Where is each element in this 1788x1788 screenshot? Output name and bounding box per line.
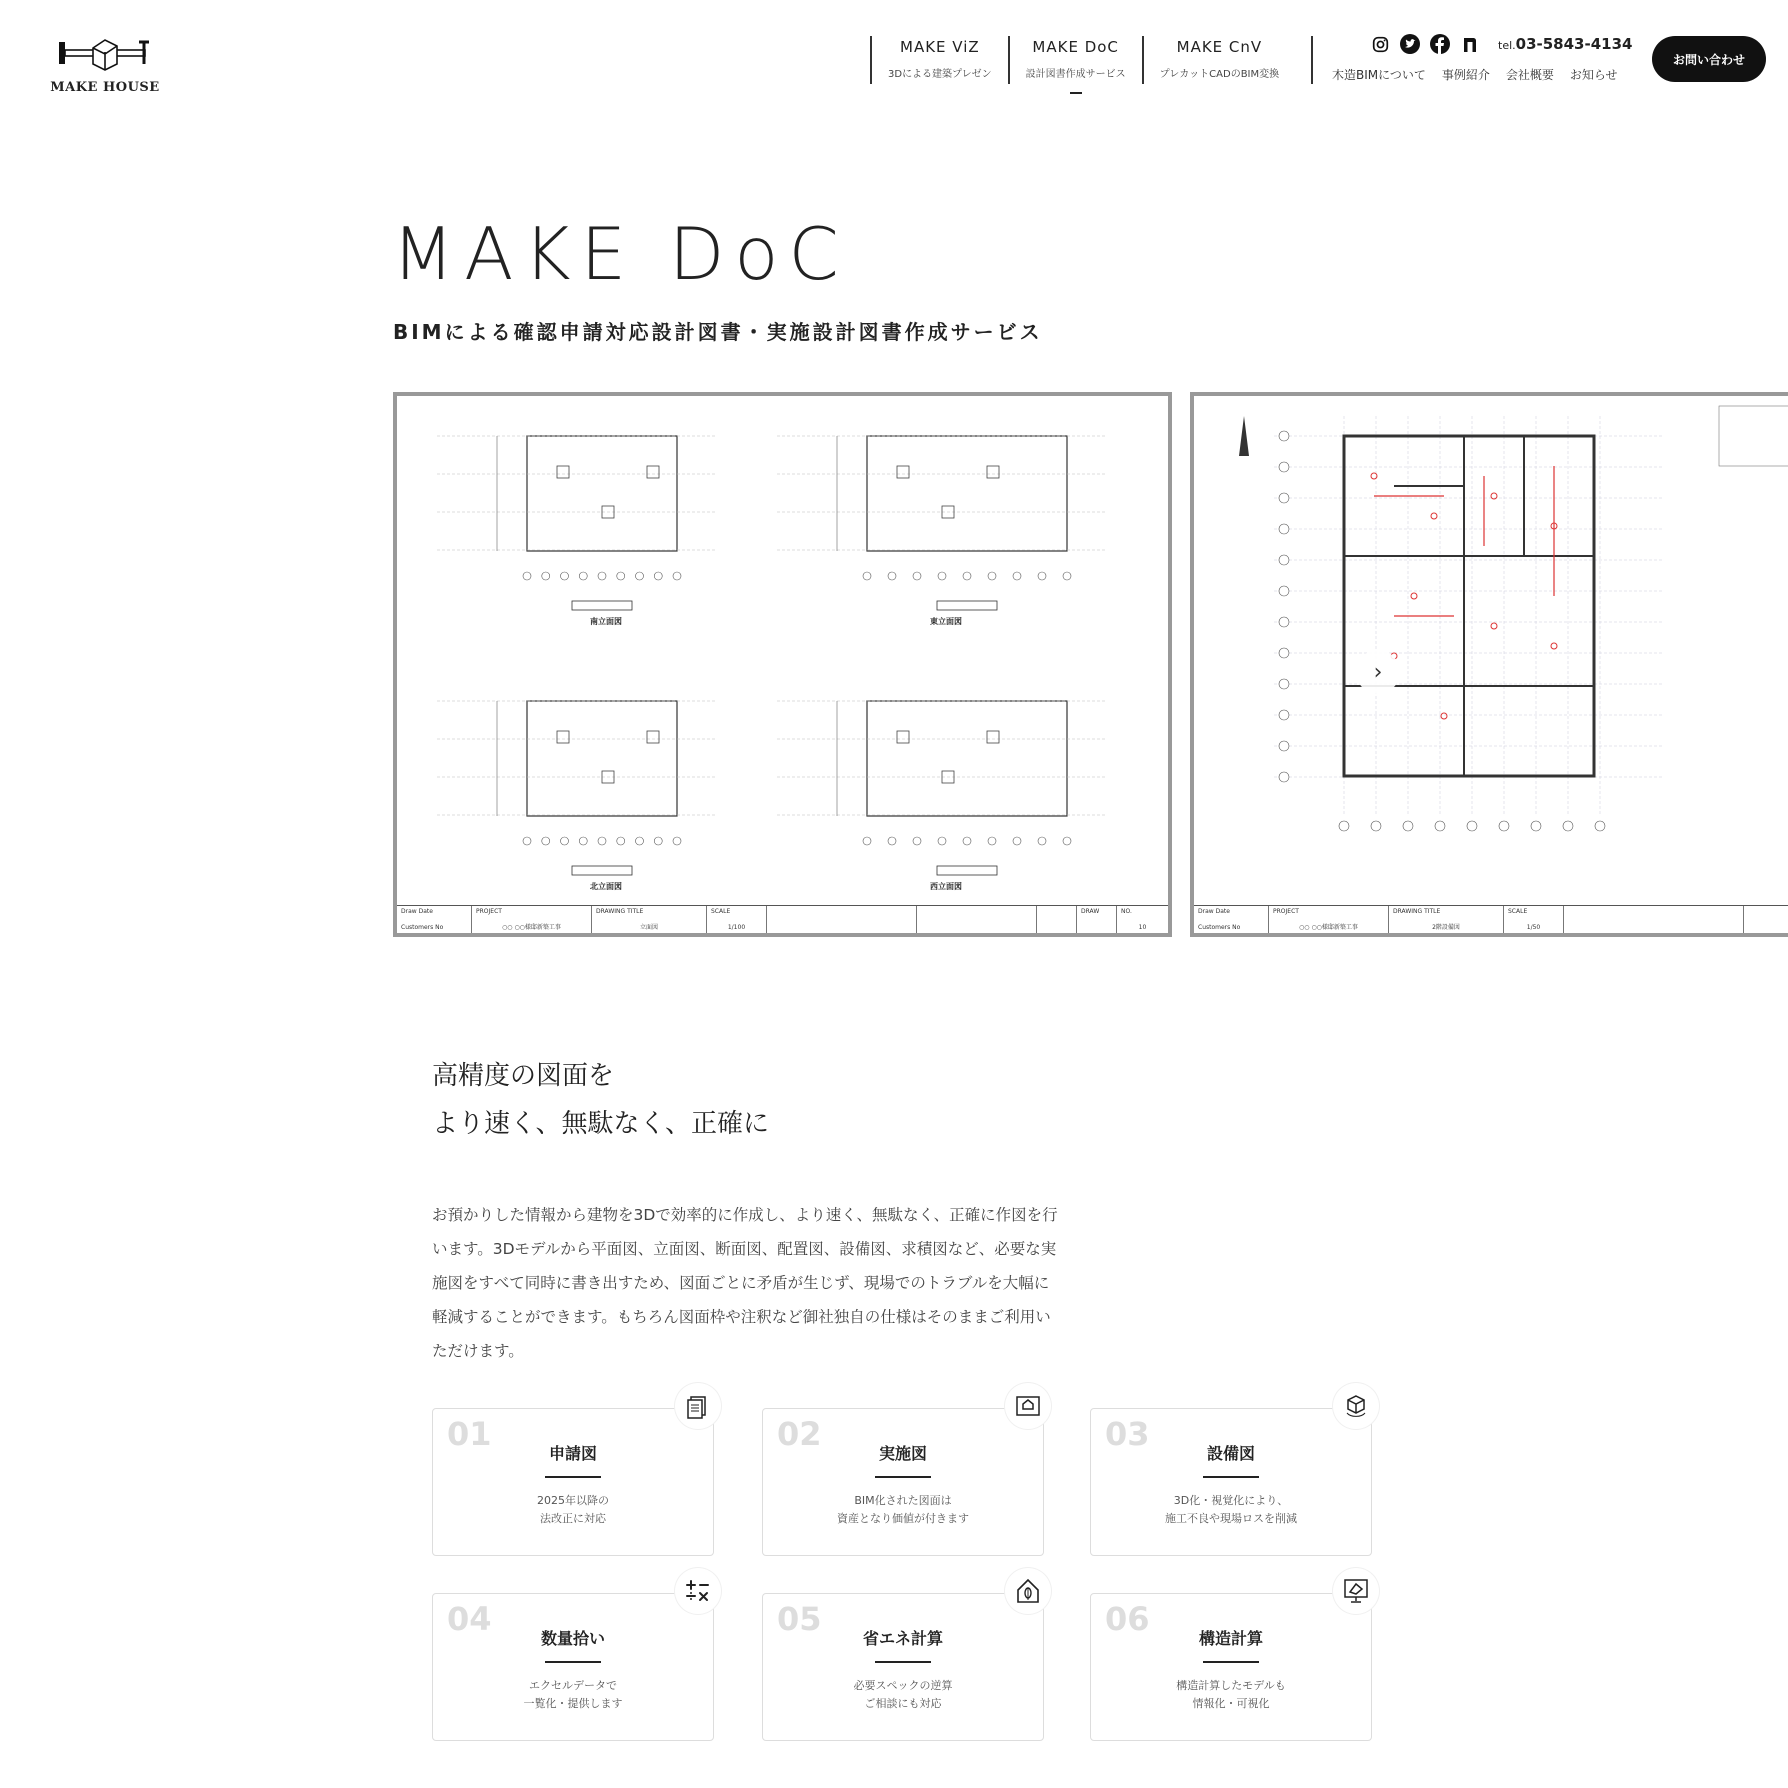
- tb-date-label: Draw Date: [401, 908, 433, 915]
- card-desc-line: 2025年以降の: [537, 1494, 609, 1507]
- drawing-title-block: [397, 905, 1168, 933]
- grid-bubble: [1279, 648, 1289, 658]
- slide-floor-plan[interactable]: [1190, 392, 1788, 937]
- heading-line: 高精度の図面を: [432, 1061, 615, 1091]
- card-desc-line: 法改正に対応: [540, 1512, 606, 1525]
- grid-bubble: [1467, 821, 1477, 831]
- card-number: 05: [777, 1600, 822, 1638]
- view-label-box: [937, 601, 997, 610]
- tb-no: 10: [1138, 924, 1147, 931]
- grid-bubble: [963, 837, 971, 845]
- feature-card: [432, 1593, 714, 1741]
- tb-cust-label: Customers No: [1198, 924, 1241, 931]
- grid-bubble: [1279, 493, 1289, 503]
- card-desc-line: BIM化された図面は: [854, 1494, 952, 1507]
- blueprint-house-icon: [1005, 1383, 1051, 1429]
- intro-heading: [432, 1052, 769, 1148]
- window: [557, 731, 569, 743]
- intro-body: お預かりした情報から建物を3Dで効率的に作成し、より速く、無駄なく、正確に作図を行います。3Dモデルから平面図、立面図、断面図、配置図、設備図、求積図など、必要な実施図をすべて同時に書き出すため、図面ごとに矛盾が生じず、現場でのトラブルを大幅に軽減することができます。もちろん図面枠や注釈など御社独自の仕様はそのままご利用いただけます。: [432, 1206, 1058, 1360]
- grid-bubble: [617, 572, 625, 580]
- card-desc-line: 一覧化・提供します: [523, 1697, 623, 1710]
- window: [647, 731, 659, 743]
- subnav-company[interactable]: 会社概要: [1505, 68, 1554, 82]
- grid-bubble: [863, 837, 871, 845]
- card-divider: [875, 1661, 931, 1663]
- social-links: [1370, 34, 1632, 54]
- grid-bubble: [542, 572, 550, 580]
- grid-bubble: [1038, 837, 1046, 845]
- tb-scale-label: SCALE: [1508, 908, 1528, 915]
- grid-bubble: [1063, 837, 1071, 845]
- nav-divider: [1311, 36, 1313, 84]
- elevation-drawing: [397, 396, 1168, 901]
- tb-title-label: DRAWING TITLE: [1393, 908, 1441, 915]
- tel-prefix: tel.: [1498, 39, 1516, 52]
- card-desc-line: 資産となり価値が付きます: [837, 1512, 969, 1525]
- window: [647, 466, 659, 478]
- card-desc-line: 必要スペックの逆算: [853, 1679, 953, 1692]
- tb-scale: 1/100: [727, 924, 746, 931]
- feature-card: [432, 1408, 714, 1556]
- subnav-news[interactable]: お知らせ: [1569, 68, 1618, 82]
- nav-title: MAKE ViZ: [900, 38, 980, 56]
- grid-bubble: [913, 572, 921, 580]
- nav-sub: 3Dによる建築プレゼン: [888, 69, 992, 80]
- logo[interactable]: [50, 34, 160, 95]
- card-number: 06: [1105, 1600, 1150, 1638]
- card-desc-line: 3D化・視覚化により、: [1173, 1494, 1289, 1507]
- grid-bubble: [1279, 772, 1289, 782]
- grid-bubble: [938, 837, 946, 845]
- drawing-title-block: [1194, 905, 1788, 933]
- card-divider: [1203, 1476, 1259, 1478]
- tb-date-label: Draw Date: [1198, 908, 1230, 915]
- card-number: 01: [447, 1415, 492, 1453]
- chevron-right-icon: ›: [1373, 659, 1383, 685]
- grid-bubble: [523, 572, 531, 580]
- nav-title: MAKE DoC: [1032, 38, 1119, 56]
- grid-bubble: [1435, 821, 1445, 831]
- grid-bubble: [1279, 555, 1289, 565]
- card-title: 省エネ計算: [862, 1629, 943, 1648]
- grid-bubble: [863, 572, 871, 580]
- grid-bubble: [1038, 572, 1046, 580]
- tb-project-label: PROJECT: [1273, 908, 1299, 915]
- grid-bubble: [913, 837, 921, 845]
- page-title: MAKE DoC: [392, 212, 849, 296]
- electrical-symbol: [1411, 593, 1417, 599]
- grid-bubble: [523, 837, 531, 845]
- page-subtitle: BIMによる確認申請対応設計図書・実施設計図書作成サービス: [393, 320, 1043, 344]
- grid-bubble: [988, 572, 996, 580]
- card-desc-line: エクセルデータで: [529, 1679, 617, 1692]
- facebook-icon[interactable]: [1430, 34, 1450, 54]
- feature-card: [1090, 1408, 1372, 1556]
- tb-project-label: PROJECT: [476, 908, 502, 915]
- grid-bubble: [938, 572, 946, 580]
- grid-bubble: [542, 837, 550, 845]
- grid-bubble: [1499, 821, 1509, 831]
- phone-number[interactable]: [1498, 35, 1632, 53]
- grid-bubble: [1279, 586, 1289, 596]
- building-outline: [527, 436, 677, 551]
- grid-bubble: [1279, 710, 1289, 720]
- card-divider: [1203, 1661, 1259, 1663]
- grid-bubble: [561, 837, 569, 845]
- tb-title: 2階設備図: [1432, 924, 1460, 931]
- eco-house-icon: [1005, 1568, 1051, 1614]
- grid-bubble: [888, 572, 896, 580]
- card-desc-line: 構造計算したモデルも: [1176, 1679, 1286, 1692]
- exterior-wall: [1344, 436, 1594, 776]
- view-label: 北立面図: [590, 882, 622, 891]
- electrical-symbol: [1431, 513, 1437, 519]
- card-divider: [545, 1476, 601, 1478]
- tb-cust-label: Customers No: [401, 924, 444, 931]
- slide-elevations[interactable]: [393, 392, 1172, 937]
- grid-bubble: [579, 572, 587, 580]
- sub-nav: [1332, 66, 1618, 83]
- view-label: 東立面図: [930, 617, 962, 626]
- card-title: 実施図: [878, 1444, 927, 1463]
- grid-bubble: [673, 572, 681, 580]
- grid-bubble: [579, 837, 587, 845]
- grid-bubble: [1403, 821, 1413, 831]
- building-outline: [867, 701, 1067, 816]
- grid-bubble: [1531, 821, 1541, 831]
- card-desc-line: 施工不良や現場ロスを削減: [1165, 1512, 1297, 1525]
- grid-bubble: [963, 572, 971, 580]
- grid-bubble: [1013, 572, 1021, 580]
- logo-mark-icon: [55, 34, 155, 74]
- card-number: 02: [777, 1415, 822, 1453]
- grid-bubble: [561, 572, 569, 580]
- calculator-symbols-icon: [675, 1568, 721, 1614]
- grid-bubble: [636, 572, 644, 580]
- cube-rotate-icon: [1333, 1383, 1379, 1429]
- view-label: 南立面図: [590, 617, 622, 626]
- tb-project: ○○ ○○様邸新築工事: [502, 924, 561, 931]
- feature-card: [762, 1408, 1044, 1556]
- legend-box: [1719, 406, 1788, 466]
- grid-bubble: [888, 837, 896, 845]
- slider-next-button[interactable]: [1356, 650, 1400, 694]
- tb-scale: 1/50: [1526, 924, 1541, 931]
- view-label-box: [937, 866, 997, 875]
- nav-make-viz[interactable]: [870, 36, 1008, 84]
- logo-text: MAKE HOUSE: [50, 80, 160, 95]
- card-desc-line: 情報化・可視化: [1192, 1697, 1270, 1710]
- window: [987, 731, 999, 743]
- grid-bubble: [1063, 572, 1071, 580]
- card-number: 03: [1105, 1415, 1150, 1453]
- tb-title: 立面図: [639, 924, 658, 931]
- grid-bubble: [617, 837, 625, 845]
- instagram-icon[interactable]: [1370, 34, 1390, 54]
- electrical-symbol: [1491, 623, 1497, 629]
- tb-scale-label: SCALE: [711, 908, 731, 915]
- electrical-symbol: [1441, 713, 1447, 719]
- grid-bubble: [1339, 821, 1349, 831]
- building-outline: [867, 436, 1067, 551]
- grid-bubble: [1563, 821, 1573, 831]
- grid-bubble: [988, 837, 996, 845]
- card-divider: [545, 1661, 601, 1663]
- grid-bubble: [1279, 431, 1289, 441]
- tb-no-label: NO.: [1121, 908, 1132, 915]
- grid-bubble: [1279, 617, 1289, 627]
- window: [897, 466, 909, 478]
- card-divider: [875, 1476, 931, 1478]
- feature-card: [762, 1593, 1044, 1741]
- view-label-box: [572, 601, 632, 610]
- card-title: 構造計算: [1198, 1629, 1263, 1648]
- card-number: 04: [447, 1600, 492, 1638]
- grid-bubble: [1279, 462, 1289, 472]
- floor-plan-drawing: [1194, 396, 1788, 901]
- main-nav: [870, 36, 1295, 84]
- view-label: 西立面図: [930, 882, 962, 891]
- grid-bubble: [673, 837, 681, 845]
- window: [987, 466, 999, 478]
- nav-sub: プレカットCADのBIM変換: [1159, 69, 1280, 80]
- window: [897, 731, 909, 743]
- grid-bubble: [598, 837, 606, 845]
- grid-bubble: [1595, 821, 1605, 831]
- card-title: 申請図: [548, 1444, 597, 1463]
- north-arrow-icon: [1239, 416, 1249, 456]
- contact-button[interactable]: お問い合わせ: [1652, 36, 1766, 82]
- tb-draw-label: DRAW: [1081, 908, 1100, 915]
- grid-bubble: [654, 572, 662, 580]
- grid-bubble: [636, 837, 644, 845]
- tb-title-label: DRAWING TITLE: [596, 908, 644, 915]
- window: [557, 466, 569, 478]
- building-outline: [527, 701, 677, 816]
- electrical-symbol: [1551, 643, 1557, 649]
- grid-bubble: [598, 572, 606, 580]
- tb-project: ○○ ○○様邸新築工事: [1299, 924, 1358, 931]
- grid-bubble: [654, 837, 662, 845]
- grid-bubble: [1013, 837, 1021, 845]
- twitter-icon[interactable]: [1400, 34, 1420, 54]
- structure-monitor-icon: [1333, 1568, 1379, 1614]
- card-title: 数量拾い: [540, 1629, 605, 1648]
- subnav-about-bim[interactable]: 木造BIMについて: [1332, 68, 1426, 82]
- heading-line: より速く、無駄なく、正確に: [432, 1109, 769, 1139]
- nav-title: MAKE CnV: [1176, 38, 1263, 56]
- grid-bubble: [1371, 821, 1381, 831]
- card-title: 設備図: [1206, 1444, 1255, 1463]
- documents-icon: [675, 1383, 721, 1429]
- note-icon[interactable]: [1460, 34, 1480, 54]
- grid-bubble: [1279, 679, 1289, 689]
- tel-value: 03-5843-4134: [1515, 35, 1633, 53]
- subnav-cases[interactable]: 事例紹介: [1441, 68, 1490, 82]
- feature-card: [1090, 1593, 1372, 1741]
- nav-make-cnv[interactable]: [1142, 36, 1295, 84]
- grid-bubble: [1279, 741, 1289, 751]
- grid-bubble: [1279, 524, 1289, 534]
- view-label-box: [572, 866, 632, 875]
- card-desc-line: ご相談にも対応: [864, 1697, 942, 1710]
- nav-make-doc[interactable]: [1008, 36, 1142, 84]
- nav-sub: 設計図書作成サービス: [1025, 69, 1126, 80]
